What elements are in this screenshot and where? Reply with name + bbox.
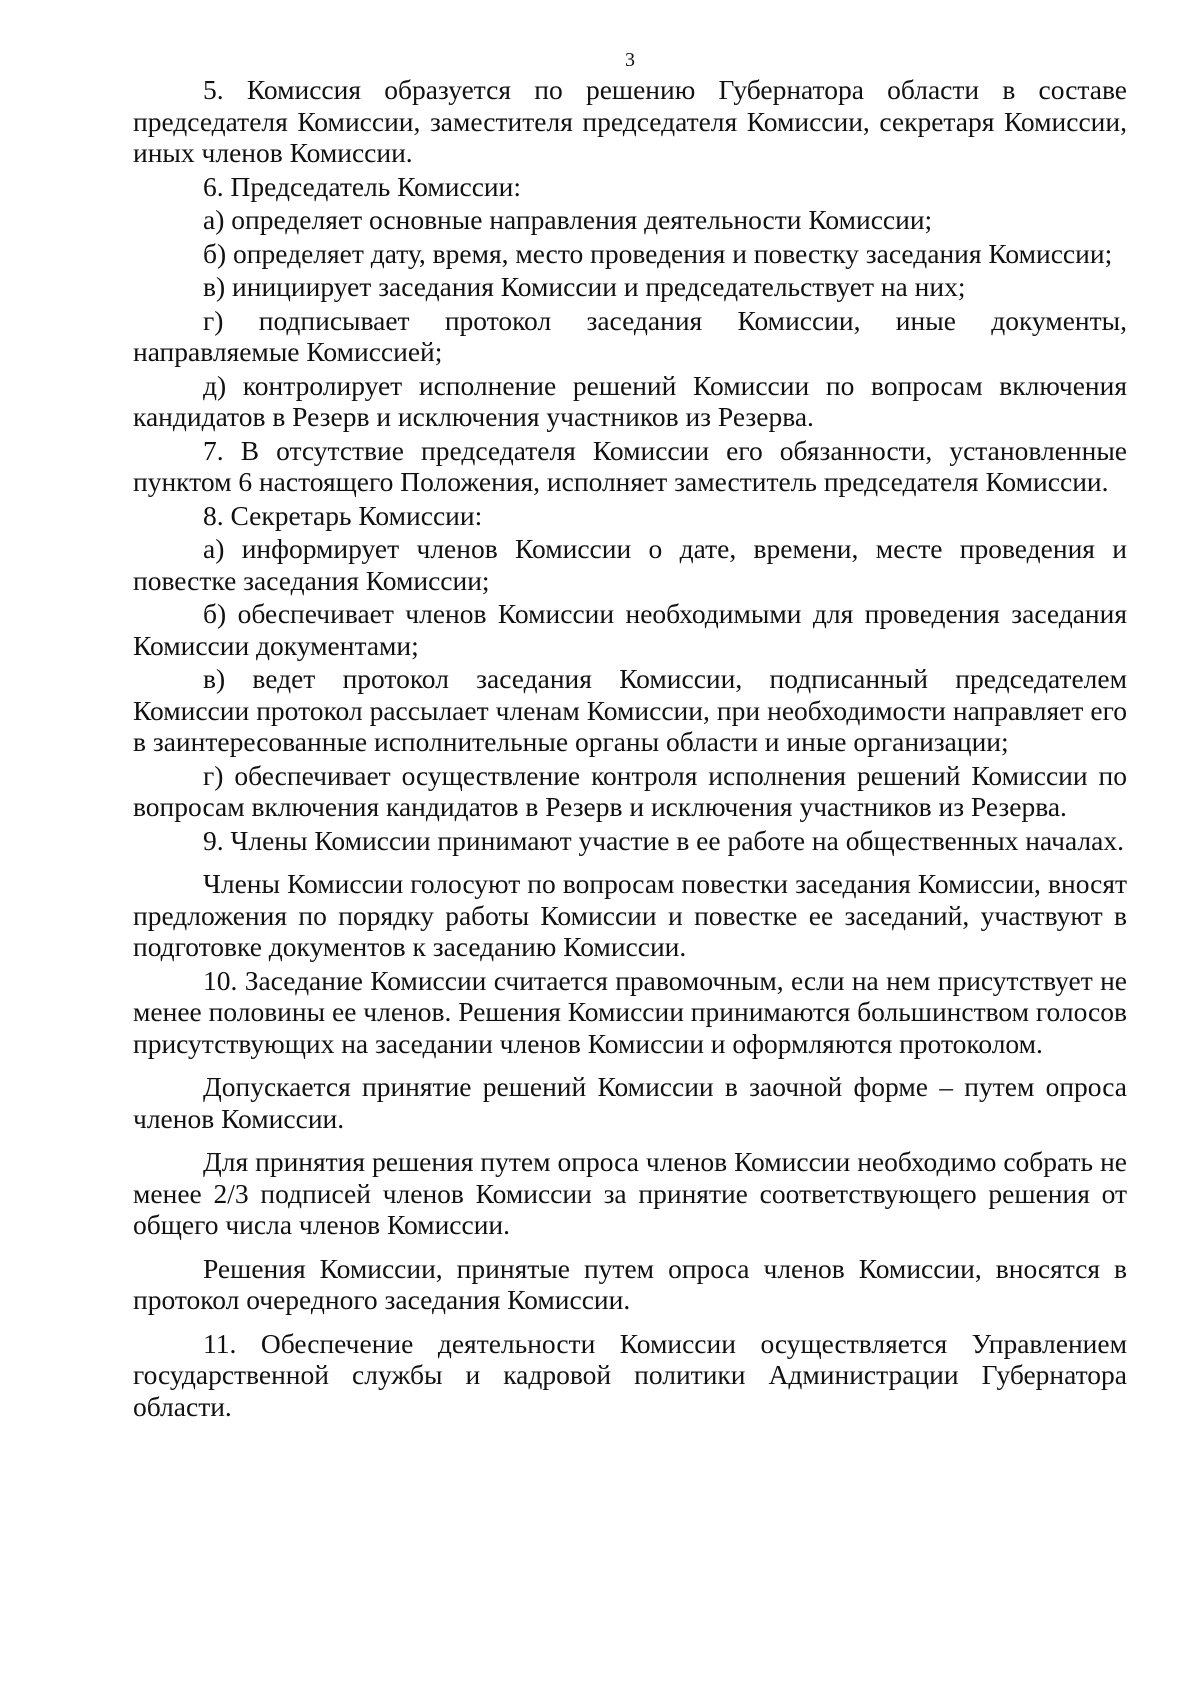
paragraph-7: 7. В отсутствие председателя Комиссии его обязанности, установленные пунктом 6 настоящего Положения, исполняет заместитель председателя Комиссии. <box>133 434 1127 497</box>
paragraph-8a: а) информирует членов Комиссии о дате, времени, месте проведения и повестке заседания Комиссии; <box>133 533 1127 596</box>
paragraph-10-poll: Для принятия решения путем опроса членов Комиссии необходимо собрать не менее 2/3 подписей членов Комиссии за принятие соответствующего решения от общего числа членов Комиссии. <box>133 1146 1127 1240</box>
paragraph-10: 10. Заседание Комиссии считается правомочным, если на нем присутствует не менее половины ее членов. Решения Комиссии принимаются большинством голосов присутствующих на заседании членов Комиссии и оформляются протоколом. <box>133 964 1127 1059</box>
paragraph-10-absentee: Допускается принятие решений Комиссии в заочной форме – путем опроса членов Комиссии. <box>133 1071 1127 1134</box>
paragraph-9-voting: Члены Комиссии голосуют по вопросам повестки заседания Комиссии, вносят предложения по порядку работы Комиссии и повестке ее заседаний, участвуют в подготовке документов к заседанию Комиссии. <box>133 868 1127 962</box>
paragraph-8g: г) обеспечивает осуществление контроля исполнения решений Комиссии по вопросам включения кандидатов в Резерв и исключения участников из Резерва. <box>133 759 1127 822</box>
paragraph-5: 5. Комиссия образуется по решению Губернатора области в составе председателя Комиссии, заместителя председателя Комиссии, секретаря Комиссии, иных членов Комиссии. <box>133 74 1127 168</box>
paragraph-6v: в) инициирует заседания Комиссии и председательствует на них; <box>203 271 966 302</box>
paragraph-8v: в) ведет протокол заседания Комиссии, подписанный председателем Комиссии протокол рассылает членам Комиссии, при необходимости направляет его в заинтересованные исполнительные органы области и иные организации; <box>133 663 1127 757</box>
paragraph-10-poll-record: Решения Комиссии, принятые путем опроса членов Комиссии, вносятся в протокол очередного заседания Комиссии. <box>133 1252 1127 1315</box>
paragraph-8-heading: 8. Секретарь Комиссии: <box>203 499 483 531</box>
paragraph-6b: б) определяет дату, время, место проведения и повестку заседания Комиссии; <box>203 237 1113 269</box>
paragraph-11: 11. Обеспечение деятельности Комиссии осуществляется Управлением государственной службы и кадровой политики Администрации Губернатора области. <box>133 1327 1127 1422</box>
page-number: 3 <box>625 49 635 71</box>
paragraph-6a: а) определяет основные направления деятельности Комиссии; <box>203 204 933 235</box>
paragraph-8b: б) обеспечивает членов Комиссии необходимыми для проведения заседания Комиссии документами; <box>133 598 1127 661</box>
paragraph-9: 9. Члены Комиссии принимают участие в ее работе на общественных началах. <box>203 824 1124 856</box>
paragraph-6g: г) подписывает протокол заседания Комиссии, иные документы, направляемые Комиссией; <box>133 304 1127 367</box>
paragraph-6d: д) контролирует исполнение решений Комиссии по вопросам включения кандидатов в Резерв и исключения участников из Резерва. <box>133 369 1127 432</box>
paragraph-6-heading: 6. Председатель Комиссии: <box>203 170 521 202</box>
